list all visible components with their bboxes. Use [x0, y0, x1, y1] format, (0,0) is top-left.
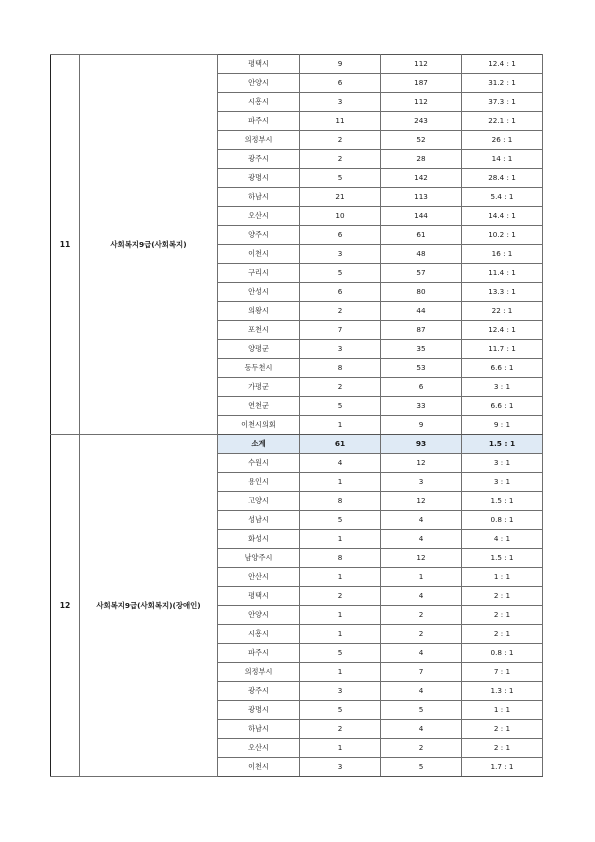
count-b-cell: 2 — [381, 739, 462, 758]
region-cell: 이천시 — [218, 758, 300, 777]
region-cell: 파주시 — [218, 112, 300, 131]
ratio-cell: 2 : 1 — [462, 606, 543, 625]
region-cell: 수원시 — [218, 454, 300, 473]
job-category-name: 사회복지9급(사회복지) — [80, 55, 218, 435]
count-a-cell: 1 — [300, 663, 381, 682]
count-a-cell: 8 — [300, 549, 381, 568]
region-cell: 안양시 — [218, 74, 300, 93]
count-b-cell: 35 — [381, 340, 462, 359]
count-a-cell: 10 — [300, 207, 381, 226]
region-cell: 광명시 — [218, 169, 300, 188]
count-b-cell: 48 — [381, 245, 462, 264]
count-a-cell: 1 — [300, 606, 381, 625]
count-a-cell: 2 — [300, 150, 381, 169]
count-b-cell: 61 — [381, 226, 462, 245]
count-b-cell: 12 — [381, 549, 462, 568]
count-b-cell: 4 — [381, 644, 462, 663]
count-a-cell: 8 — [300, 492, 381, 511]
count-b-cell: 1 — [381, 568, 462, 587]
ratio-cell: 12.4 : 1 — [462, 55, 543, 74]
region-cell: 포천시 — [218, 321, 300, 340]
subtotal-row — [51, 435, 543, 454]
region-cell: 용인시 — [218, 473, 300, 492]
ratio-cell: 0.8 : 1 — [462, 644, 543, 663]
region-cell: 평택시 — [218, 55, 300, 74]
ratio-cell: 1.5 : 1 — [462, 435, 543, 454]
count-a-cell: 6 — [300, 226, 381, 245]
count-b-cell: 93 — [381, 435, 462, 454]
ratio-cell: 0.8 : 1 — [462, 511, 543, 530]
ratio-cell: 3 : 1 — [462, 473, 543, 492]
count-a-cell: 2 — [300, 131, 381, 150]
ratio-cell: 11.4 : 1 — [462, 264, 543, 283]
ratio-cell: 1.5 : 1 — [462, 492, 543, 511]
count-b-cell: 144 — [381, 207, 462, 226]
ratio-cell: 3 : 1 — [462, 454, 543, 473]
ratio-cell: 1.3 : 1 — [462, 682, 543, 701]
ratio-cell: 1 : 1 — [462, 568, 543, 587]
count-a-cell: 3 — [300, 245, 381, 264]
region-cell: 평택시 — [218, 587, 300, 606]
region-cell: 광주시 — [218, 150, 300, 169]
region-cell: 파주시 — [218, 644, 300, 663]
count-b-cell: 80 — [381, 283, 462, 302]
count-a-cell: 21 — [300, 188, 381, 207]
competition-ratio-table — [50, 54, 543, 777]
region-cell: 시흥시 — [218, 93, 300, 112]
ratio-cell: 1.7 : 1 — [462, 758, 543, 777]
count-b-cell: 44 — [381, 302, 462, 321]
ratio-cell: 13.3 : 1 — [462, 283, 543, 302]
region-cell: 시흥시 — [218, 625, 300, 644]
region-cell: 오산시 — [218, 739, 300, 758]
count-b-cell: 2 — [381, 606, 462, 625]
count-a-cell: 61 — [300, 435, 381, 454]
count-b-cell: 87 — [381, 321, 462, 340]
section-number: 12 — [51, 435, 80, 777]
ratio-cell: 14 : 1 — [462, 150, 543, 169]
count-b-cell: 6 — [381, 378, 462, 397]
section-number: 11 — [51, 55, 80, 435]
region-cell: 이천시 — [218, 245, 300, 264]
table-row — [51, 55, 543, 74]
count-a-cell: 7 — [300, 321, 381, 340]
ratio-cell: 22 : 1 — [462, 302, 543, 321]
count-a-cell: 6 — [300, 283, 381, 302]
count-b-cell: 112 — [381, 55, 462, 74]
ratio-cell: 2 : 1 — [462, 587, 543, 606]
region-cell: 하남시 — [218, 720, 300, 739]
region-cell: 남양주시 — [218, 549, 300, 568]
region-cell: 양평군 — [218, 340, 300, 359]
ratio-cell: 3 : 1 — [462, 378, 543, 397]
count-b-cell: 33 — [381, 397, 462, 416]
ratio-cell: 2 : 1 — [462, 625, 543, 644]
count-a-cell: 1 — [300, 568, 381, 587]
count-b-cell: 142 — [381, 169, 462, 188]
region-cell: 연천군 — [218, 397, 300, 416]
count-b-cell: 4 — [381, 587, 462, 606]
count-a-cell: 2 — [300, 378, 381, 397]
count-a-cell: 3 — [300, 93, 381, 112]
count-a-cell: 6 — [300, 74, 381, 93]
count-a-cell: 5 — [300, 169, 381, 188]
region-cell: 안산시 — [218, 568, 300, 587]
count-a-cell: 4 — [300, 454, 381, 473]
ratio-cell: 22.1 : 1 — [462, 112, 543, 131]
count-b-cell: 4 — [381, 530, 462, 549]
region-cell: 화성시 — [218, 530, 300, 549]
ratio-cell: 1.5 : 1 — [462, 549, 543, 568]
count-b-cell: 53 — [381, 359, 462, 378]
count-a-cell: 3 — [300, 758, 381, 777]
count-b-cell: 4 — [381, 720, 462, 739]
region-cell: 광주시 — [218, 682, 300, 701]
count-a-cell: 1 — [300, 625, 381, 644]
count-a-cell: 2 — [300, 587, 381, 606]
count-b-cell: 3 — [381, 473, 462, 492]
ratio-cell: 6.6 : 1 — [462, 397, 543, 416]
region-cell: 고양시 — [218, 492, 300, 511]
count-a-cell: 1 — [300, 416, 381, 435]
count-b-cell: 9 — [381, 416, 462, 435]
region-cell: 의왕시 — [218, 302, 300, 321]
ratio-cell: 6.6 : 1 — [462, 359, 543, 378]
ratio-cell: 31.2 : 1 — [462, 74, 543, 93]
ratio-cell: 16 : 1 — [462, 245, 543, 264]
ratio-cell: 7 : 1 — [462, 663, 543, 682]
count-b-cell: 28 — [381, 150, 462, 169]
count-b-cell: 187 — [381, 74, 462, 93]
region-cell: 의정부시 — [218, 131, 300, 150]
count-a-cell: 2 — [300, 720, 381, 739]
count-b-cell: 57 — [381, 264, 462, 283]
count-a-cell: 5 — [300, 511, 381, 530]
count-a-cell: 1 — [300, 739, 381, 758]
ratio-cell: 10.2 : 1 — [462, 226, 543, 245]
job-category-name: 사회복지9급(사회복지)(장애인) — [80, 435, 218, 777]
count-b-cell: 5 — [381, 701, 462, 720]
region-cell: 가평군 — [218, 378, 300, 397]
region-cell: 동두천시 — [218, 359, 300, 378]
ratio-cell: 4 : 1 — [462, 530, 543, 549]
count-a-cell: 3 — [300, 340, 381, 359]
region-cell: 의정부시 — [218, 663, 300, 682]
ratio-cell: 11.7 : 1 — [462, 340, 543, 359]
ratio-cell: 28.4 : 1 — [462, 169, 543, 188]
count-b-cell: 12 — [381, 454, 462, 473]
ratio-cell: 2 : 1 — [462, 739, 543, 758]
count-a-cell: 5 — [300, 397, 381, 416]
region-cell: 소계 — [218, 435, 300, 454]
count-b-cell: 112 — [381, 93, 462, 112]
count-a-cell: 9 — [300, 55, 381, 74]
count-b-cell: 2 — [381, 625, 462, 644]
region-cell: 안성시 — [218, 283, 300, 302]
count-a-cell: 5 — [300, 264, 381, 283]
ratio-cell: 14.4 : 1 — [462, 207, 543, 226]
count-a-cell: 1 — [300, 530, 381, 549]
region-cell: 양주시 — [218, 226, 300, 245]
count-b-cell: 52 — [381, 131, 462, 150]
ratio-cell: 9 : 1 — [462, 416, 543, 435]
count-b-cell: 7 — [381, 663, 462, 682]
ratio-cell: 1 : 1 — [462, 701, 543, 720]
count-b-cell: 12 — [381, 492, 462, 511]
count-a-cell: 5 — [300, 701, 381, 720]
count-b-cell: 5 — [381, 758, 462, 777]
count-a-cell: 1 — [300, 473, 381, 492]
ratio-cell: 2 : 1 — [462, 720, 543, 739]
count-a-cell: 2 — [300, 302, 381, 321]
count-b-cell: 113 — [381, 188, 462, 207]
ratio-cell: 5.4 : 1 — [462, 188, 543, 207]
count-a-cell: 3 — [300, 682, 381, 701]
count-b-cell: 4 — [381, 511, 462, 530]
ratio-cell: 26 : 1 — [462, 131, 543, 150]
region-cell: 광명시 — [218, 701, 300, 720]
ratio-cell: 12.4 : 1 — [462, 321, 543, 340]
count-b-cell: 4 — [381, 682, 462, 701]
region-cell: 오산시 — [218, 207, 300, 226]
count-a-cell: 8 — [300, 359, 381, 378]
ratio-cell: 37.3 : 1 — [462, 93, 543, 112]
region-cell: 하남시 — [218, 188, 300, 207]
count-b-cell: 243 — [381, 112, 462, 131]
region-cell: 성남시 — [218, 511, 300, 530]
region-cell: 구리시 — [218, 264, 300, 283]
region-cell: 안양시 — [218, 606, 300, 625]
count-a-cell: 5 — [300, 644, 381, 663]
region-cell: 이천시의회 — [218, 416, 300, 435]
count-a-cell: 11 — [300, 112, 381, 131]
